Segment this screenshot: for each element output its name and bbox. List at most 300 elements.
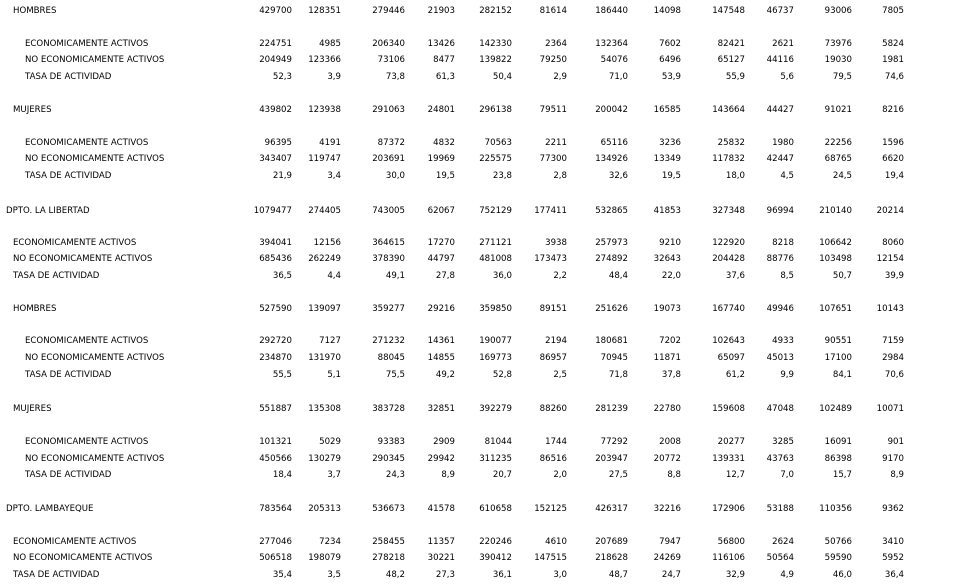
row-label: NO ECONOMICAMENTE ACTIVOS: [13, 553, 153, 563]
table-cell: 37,6: [725, 271, 745, 281]
table-cell: 12,7: [725, 470, 745, 480]
table-cell: 685436: [259, 254, 292, 264]
table-cell: 327348: [712, 206, 745, 216]
row-label: NO ECONOMICAMENTE ACTIVOS: [25, 454, 165, 464]
table-cell: 10071: [876, 404, 904, 414]
table-cell: 8,8: [667, 470, 681, 480]
table-cell: 1079477: [253, 206, 292, 216]
table-cell: 20214: [876, 206, 904, 216]
table-cell: 551887: [259, 404, 292, 414]
table-cell: 173473: [534, 254, 567, 264]
table-cell: 783564: [259, 504, 292, 514]
table-cell: 122920: [712, 238, 745, 248]
table-cell: 27,5: [608, 470, 628, 480]
table-cell: 123366: [308, 55, 341, 65]
table-row: [0, 170, 972, 183]
table-cell: 7202: [659, 336, 681, 346]
table-cell: 901: [887, 437, 904, 447]
table-row: [0, 38, 972, 51]
table-cell: 251626: [595, 304, 628, 314]
table-cell: 2,2: [553, 271, 567, 281]
table-cell: 258455: [372, 537, 405, 547]
row-label: HOMBRES: [13, 304, 57, 314]
table-cell: 41853: [653, 206, 681, 216]
table-row: [0, 54, 972, 67]
table-cell: 19073: [653, 304, 681, 314]
table-cell: 9210: [659, 238, 681, 248]
table-cell: 394041: [259, 238, 292, 248]
table-cell: 210140: [819, 206, 852, 216]
table-cell: 204428: [712, 254, 745, 264]
table-cell: 27,8: [435, 271, 455, 281]
table-cell: 2909: [433, 437, 455, 447]
table-cell: 48,2: [385, 570, 405, 580]
table-cell: 61,3: [435, 72, 455, 82]
table-cell: 383728: [372, 404, 405, 414]
table-cell: 439802: [259, 105, 292, 115]
table-cell: 274892: [595, 254, 628, 264]
table-cell: 16585: [653, 105, 681, 115]
table-cell: 90551: [824, 336, 852, 346]
table-cell: 29216: [427, 304, 455, 314]
table-cell: 35,4: [272, 570, 292, 580]
table-cell: 2194: [545, 336, 567, 346]
row-label: ECONOMICAMENTE ACTIVOS: [13, 537, 137, 547]
row-label: MUJERES: [13, 404, 52, 414]
table-cell: 274405: [308, 206, 341, 216]
table-cell: 37,8: [661, 370, 681, 380]
table-cell: 291063: [372, 105, 405, 115]
table-cell: 21903: [427, 6, 455, 16]
table-cell: 41578: [427, 504, 455, 514]
table-cell: 481008: [479, 254, 512, 264]
row-label: NO ECONOMICAMENTE ACTIVOS: [25, 154, 165, 164]
table-cell: 378390: [372, 254, 405, 264]
row-label: ECONOMICAMENTE ACTIVOS: [25, 138, 149, 148]
table-cell: 17270: [427, 238, 455, 248]
table-cell: 6620: [882, 154, 904, 164]
table-cell: 4191: [319, 138, 341, 148]
table-cell: 2,0: [553, 470, 567, 480]
table-cell: 103498: [819, 254, 852, 264]
table-cell: 22780: [653, 404, 681, 414]
table-cell: 79511: [539, 105, 567, 115]
table-cell: 70945: [600, 353, 628, 363]
table-cell: 359277: [372, 304, 405, 314]
table-row: [0, 536, 972, 549]
table-cell: 81614: [539, 6, 567, 16]
table-cell: 32,9: [725, 570, 745, 580]
table-cell: 55,9: [725, 72, 745, 82]
table-row: [0, 436, 972, 449]
table-cell: 9,9: [780, 370, 794, 380]
table-cell: 96994: [766, 206, 794, 216]
table-cell: 65127: [717, 55, 745, 65]
table-cell: 281239: [595, 404, 628, 414]
table-cell: 130279: [308, 454, 341, 464]
table-cell: 743005: [372, 206, 405, 216]
table-cell: 53,9: [661, 72, 681, 82]
table-cell: 52,3: [272, 72, 292, 82]
table-cell: 1981: [882, 55, 904, 65]
table-cell: 271232: [372, 336, 405, 346]
table-cell: 8,9: [890, 470, 904, 480]
table-cell: 536673: [372, 504, 405, 514]
table-cell: 190077: [479, 336, 512, 346]
row-label: ECONOMICAMENTE ACTIVOS: [25, 437, 149, 447]
table-cell: 91021: [824, 105, 852, 115]
table-cell: 47048: [766, 404, 794, 414]
table-row: [0, 569, 972, 582]
table-cell: 4933: [772, 336, 794, 346]
table-cell: 169773: [479, 353, 512, 363]
table-cell: 44116: [766, 55, 794, 65]
table-cell: 30221: [427, 553, 455, 563]
table-cell: 18,4: [272, 470, 292, 480]
table-cell: 277046: [259, 537, 292, 547]
table-cell: 290345: [372, 454, 405, 464]
row-label: HOMBRES: [13, 6, 57, 16]
table-cell: 2,8: [553, 171, 567, 181]
table-cell: 186440: [595, 6, 628, 16]
table-cell: 359850: [479, 304, 512, 314]
table-row: [0, 352, 972, 365]
table-cell: 19,5: [661, 171, 681, 181]
table-cell: 27,3: [435, 570, 455, 580]
table-row: [0, 137, 972, 150]
table-cell: 5952: [882, 553, 904, 563]
table-cell: 14361: [427, 336, 455, 346]
table-cell: 7947: [659, 537, 681, 547]
table-row: [0, 453, 972, 466]
table-cell: 200042: [595, 105, 628, 115]
table-cell: 22256: [824, 138, 852, 148]
table-cell: 282152: [479, 6, 512, 16]
table-cell: 25832: [717, 138, 745, 148]
table-row: [0, 552, 972, 565]
table-cell: 24801: [427, 105, 455, 115]
table-cell: 4,4: [327, 271, 341, 281]
row-label: TASA DE ACTIVIDAD: [25, 171, 112, 181]
table-cell: 172906: [712, 504, 745, 514]
table-cell: 506518: [259, 553, 292, 563]
table-cell: 50766: [824, 537, 852, 547]
table-cell: 12154: [876, 254, 904, 264]
table-cell: 86957: [539, 353, 567, 363]
row-label: TASA DE ACTIVIDAD: [25, 470, 112, 480]
table-cell: 203691: [372, 154, 405, 164]
table-cell: 4610: [545, 537, 567, 547]
table-cell: 46737: [766, 6, 794, 16]
table-cell: 1744: [545, 437, 567, 447]
table-cell: 6496: [659, 55, 681, 65]
table-cell: 9362: [882, 504, 904, 514]
table-cell: 139097: [308, 304, 341, 314]
table-cell: 143664: [712, 105, 745, 115]
table-cell: 147548: [712, 6, 745, 16]
table-cell: 8477: [433, 55, 455, 65]
table-cell: 70,6: [884, 370, 904, 380]
table-cell: 262249: [308, 254, 341, 264]
table-cell: 117832: [712, 154, 745, 164]
table-cell: 7234: [319, 537, 341, 547]
table-cell: 84,1: [832, 370, 852, 380]
table-cell: 10143: [876, 304, 904, 314]
table-cell: 49,2: [435, 370, 455, 380]
table-cell: 74,6: [884, 72, 904, 82]
table-cell: 50564: [766, 553, 794, 563]
table-cell: 32643: [653, 254, 681, 264]
table-cell: 32,6: [608, 171, 628, 181]
table-cell: 86516: [539, 454, 567, 464]
table-cell: 32851: [427, 404, 455, 414]
table-cell: 24,5: [832, 171, 852, 181]
table-cell: 46,0: [832, 570, 852, 580]
table-cell: 205313: [308, 504, 341, 514]
table-cell: 89151: [539, 304, 567, 314]
table-cell: 36,4: [884, 570, 904, 580]
table-cell: 7127: [319, 336, 341, 346]
table-cell: 79,5: [832, 72, 852, 82]
table-cell: 39,9: [884, 271, 904, 281]
table-row: [0, 71, 972, 84]
table-cell: 2364: [545, 39, 567, 49]
table-cell: 29942: [427, 454, 455, 464]
table-cell: 110356: [819, 504, 852, 514]
row-label: TASA DE ACTIVIDAD: [13, 570, 100, 580]
table-cell: 81044: [484, 437, 512, 447]
table-row: [0, 469, 972, 482]
table-cell: 36,5: [272, 271, 292, 281]
table-cell: 68765: [824, 154, 852, 164]
table-cell: 5029: [319, 437, 341, 447]
table-cell: 52,8: [492, 370, 512, 380]
table-cell: 2,9: [553, 72, 567, 82]
table-cell: 2984: [882, 353, 904, 363]
table-cell: 8218: [772, 238, 794, 248]
table-cell: 135308: [308, 404, 341, 414]
table-cell: 390412: [479, 553, 512, 563]
table-cell: 131970: [308, 353, 341, 363]
table-cell: 7,0: [780, 470, 794, 480]
row-label: NO ECONOMICAMENTE ACTIVOS: [25, 353, 165, 363]
table-cell: 14855: [427, 353, 455, 363]
table-cell: 206340: [372, 39, 405, 49]
table-cell: 87372: [377, 138, 405, 148]
table-cell: 24,3: [385, 470, 405, 480]
table-cell: 11871: [653, 353, 681, 363]
row-label: NO ECONOMICAMENTE ACTIVOS: [13, 254, 153, 264]
table-cell: 21,9: [272, 171, 292, 181]
table-cell: 20772: [653, 454, 681, 464]
table-cell: 30,0: [385, 171, 405, 181]
table-cell: 257973: [595, 238, 628, 248]
table-cell: 7602: [659, 39, 681, 49]
table-cell: 218628: [595, 553, 628, 563]
table-cell: 93006: [824, 6, 852, 16]
table-cell: 36,0: [492, 271, 512, 281]
table-row: [0, 104, 972, 117]
row-label: DPTO. LA LIBERTAD: [6, 206, 90, 216]
table-cell: 54076: [600, 55, 628, 65]
row-label: NO ECONOMICAMENTE ACTIVOS: [25, 55, 165, 65]
table-cell: 4832: [433, 138, 455, 148]
table-cell: 62067: [427, 206, 455, 216]
table-cell: 3,5: [327, 570, 341, 580]
table-cell: 3,7: [327, 470, 341, 480]
table-cell: 198079: [308, 553, 341, 563]
table-cell: 139822: [479, 55, 512, 65]
table-cell: 50,7: [832, 271, 852, 281]
table-cell: 3938: [545, 238, 567, 248]
table-cell: 55,5: [272, 370, 292, 380]
row-label: TASA DE ACTIVIDAD: [13, 271, 100, 281]
row-label: MUJERES: [13, 105, 52, 115]
table-cell: 14098: [653, 6, 681, 16]
table-row: [0, 270, 972, 283]
table-cell: 20277: [717, 437, 745, 447]
table-row: [0, 237, 972, 250]
table-cell: 142330: [479, 39, 512, 49]
table-cell: 24,7: [661, 570, 681, 580]
table-cell: 49946: [766, 304, 794, 314]
table-cell: 8216: [882, 105, 904, 115]
table-cell: 73,8: [385, 72, 405, 82]
table-cell: 75,5: [385, 370, 405, 380]
table-cell: 13349: [653, 154, 681, 164]
table-cell: 132364: [595, 39, 628, 49]
table-cell: 296138: [479, 105, 512, 115]
table-cell: 3,9: [327, 72, 341, 82]
table-cell: 19,5: [435, 171, 455, 181]
table-cell: 19969: [427, 154, 455, 164]
table-cell: 11357: [427, 537, 455, 547]
table-cell: 2008: [659, 437, 681, 447]
table-cell: 7159: [882, 336, 904, 346]
table-cell: 96395: [264, 138, 292, 148]
table-cell: 4985: [319, 39, 341, 49]
table-cell: 123938: [308, 105, 341, 115]
table-cell: 88776: [766, 254, 794, 264]
table-cell: 3410: [882, 537, 904, 547]
table-cell: 207689: [595, 537, 628, 547]
table-cell: 82421: [717, 39, 745, 49]
table-cell: 88045: [377, 353, 405, 363]
table-cell: 77292: [600, 437, 628, 447]
row-label: ECONOMICAMENTE ACTIVOS: [25, 336, 149, 346]
table-cell: 43763: [766, 454, 794, 464]
table-cell: 79250: [539, 55, 567, 65]
table-cell: 71,8: [608, 370, 628, 380]
table-cell: 426317: [595, 504, 628, 514]
table-cell: 17100: [824, 353, 852, 363]
table-cell: 9170: [882, 454, 904, 464]
table-cell: 77300: [539, 154, 567, 164]
table-cell: 36,1: [492, 570, 512, 580]
table-cell: 101321: [259, 437, 292, 447]
table-cell: 292720: [259, 336, 292, 346]
table-row: [0, 503, 972, 516]
table-cell: 5824: [882, 39, 904, 49]
table-cell: 8,5: [780, 271, 794, 281]
table-cell: 44427: [766, 105, 794, 115]
table-cell: 20,7: [492, 470, 512, 480]
table-cell: 22,0: [661, 271, 681, 281]
table-cell: 23,8: [492, 171, 512, 181]
table-cell: 19,4: [884, 171, 904, 181]
table-cell: 13426: [427, 39, 455, 49]
table-cell: 3,4: [327, 171, 341, 181]
table-cell: 429700: [259, 6, 292, 16]
table-cell: 1596: [882, 138, 904, 148]
table-cell: 8,9: [441, 470, 455, 480]
table-cell: 225575: [479, 154, 512, 164]
table-cell: 24269: [653, 553, 681, 563]
table-cell: 71,0: [608, 72, 628, 82]
table-cell: 392279: [479, 404, 512, 414]
table-cell: 8060: [882, 238, 904, 248]
table-cell: 271121: [479, 238, 512, 248]
table-cell: 16091: [824, 437, 852, 447]
table-cell: 180681: [595, 336, 628, 346]
table-cell: 15,7: [832, 470, 852, 480]
table-cell: 12156: [313, 238, 341, 248]
table-cell: 4,5: [780, 171, 794, 181]
table-cell: 311235: [479, 454, 512, 464]
table-cell: 88260: [539, 404, 567, 414]
table-cell: 159608: [712, 404, 745, 414]
table-cell: 5,6: [780, 72, 794, 82]
table-cell: 343407: [259, 154, 292, 164]
table-cell: 65097: [717, 353, 745, 363]
table-row: [0, 205, 972, 218]
table-cell: 19030: [824, 55, 852, 65]
table-cell: 56800: [717, 537, 745, 547]
table-cell: 61,2: [725, 370, 745, 380]
table-cell: 102489: [819, 404, 852, 414]
table-cell: 234870: [259, 353, 292, 363]
table-cell: 3285: [772, 437, 794, 447]
table-cell: 752129: [479, 206, 512, 216]
table-cell: 70563: [484, 138, 512, 148]
row-label: ECONOMICAMENTE ACTIVOS: [25, 39, 149, 49]
table-cell: 610658: [479, 504, 512, 514]
row-label: DPTO. LAMBAYEQUE: [6, 504, 94, 514]
table-cell: 7805: [882, 6, 904, 16]
table-cell: 364615: [372, 238, 405, 248]
table-cell: 1980: [772, 138, 794, 148]
table-cell: 44797: [427, 254, 455, 264]
table-cell: 106642: [819, 238, 852, 248]
table-cell: 49,1: [385, 271, 405, 281]
table-cell: 278218: [372, 553, 405, 563]
table-cell: 532865: [595, 206, 628, 216]
table-cell: 450566: [259, 454, 292, 464]
table-cell: 42447: [766, 154, 794, 164]
table-cell: 48,4: [608, 271, 628, 281]
table-row: [0, 253, 972, 266]
table-cell: 167740: [712, 304, 745, 314]
table-cell: 73976: [824, 39, 852, 49]
table-row: [0, 303, 972, 316]
table-cell: 32216: [653, 504, 681, 514]
table-cell: 107651: [819, 304, 852, 314]
table-cell: 152125: [534, 504, 567, 514]
table-row: [0, 403, 972, 416]
table-cell: 45013: [766, 353, 794, 363]
table-cell: 93383: [377, 437, 405, 447]
table-cell: 2211: [545, 138, 567, 148]
